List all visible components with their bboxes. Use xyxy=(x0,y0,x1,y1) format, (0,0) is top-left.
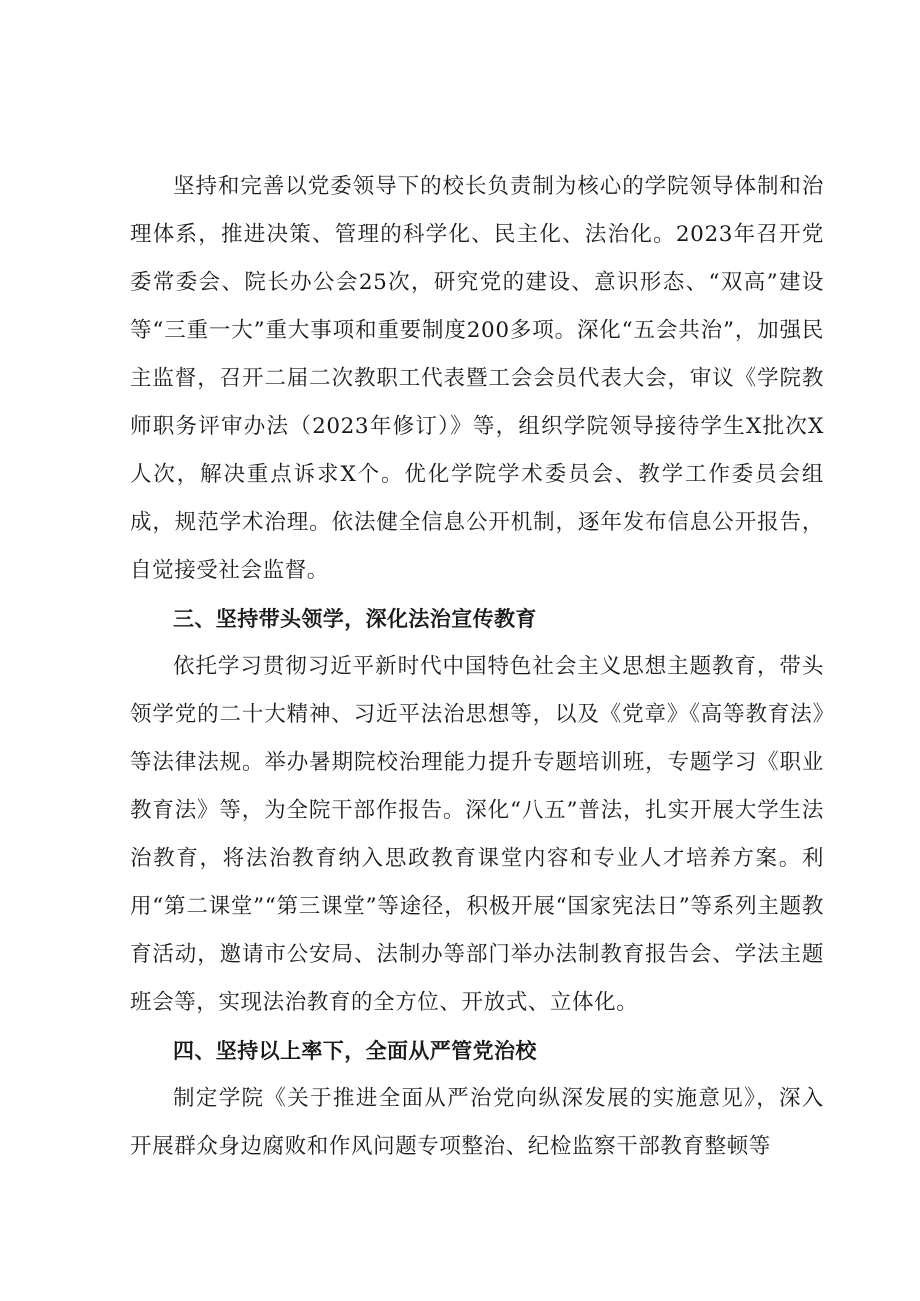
paragraph-leadership-system: 坚持和完善以党委领导下的校长负责制为核心的学院领导体制和治理体系，推进决策、管理的科学化、民主化、法治化。2023年召开党委常委会、院长办公会25次，研究党的建设、意识形态、“双高”建设等“三重一大”重大事项和重要制度200多项。深化“五会共治”，加强民主监督，召开二届二次教职工代表暨工会会员代表大会，审议《学院教师职务评审办法（2023年修订）》等，组织学院领导接待学生X批次X人次，解决重点诉求X个。优化学院学术委员会、教学工作委员会组成，规范学术治理。依法健全信息公开机制，逐年发布信息公开报告，自觉接受社会监督。 xyxy=(130,174,824,583)
section-heading-3: 三、坚持带头领学，深化法治宣传教育 xyxy=(173,607,537,631)
paragraph-legal-education: 依托学习贯彻习近平新时代中国特色社会主义思想主题教育，带头领学党的二十大精神、习近平法治思想等，以及《党章》《高等教育法》等法律法规。举办暑期院校治理能力提升专题培训班，专题学习《职业教育法》等，为全院干部作报告。深化“八五”普法，扎实开展大学生法治教育，将法治教育纳入思政教育课堂内容和专业人才培养方案。利用“第二课堂”“第三课堂”等途径，积极开展“国家宪法日”等系列主题教育活动，邀请市公安局、法制办等部门举办法制教育报告会、学法主题班会等，实现法治教育的全方位、开放式、立体化。 xyxy=(130,654,824,1015)
document-body xyxy=(130,163,824,1171)
paragraph-party-governance: 制定学院《关于推进全面从严治党向纵深发展的实施意见》，深入开展群众身边腐败和作风问题专项整治、纪检监察干部教育整顿等 xyxy=(130,1086,824,1159)
section-heading-4: 四、坚持以上率下，全面从严管党治校 xyxy=(173,1039,537,1063)
